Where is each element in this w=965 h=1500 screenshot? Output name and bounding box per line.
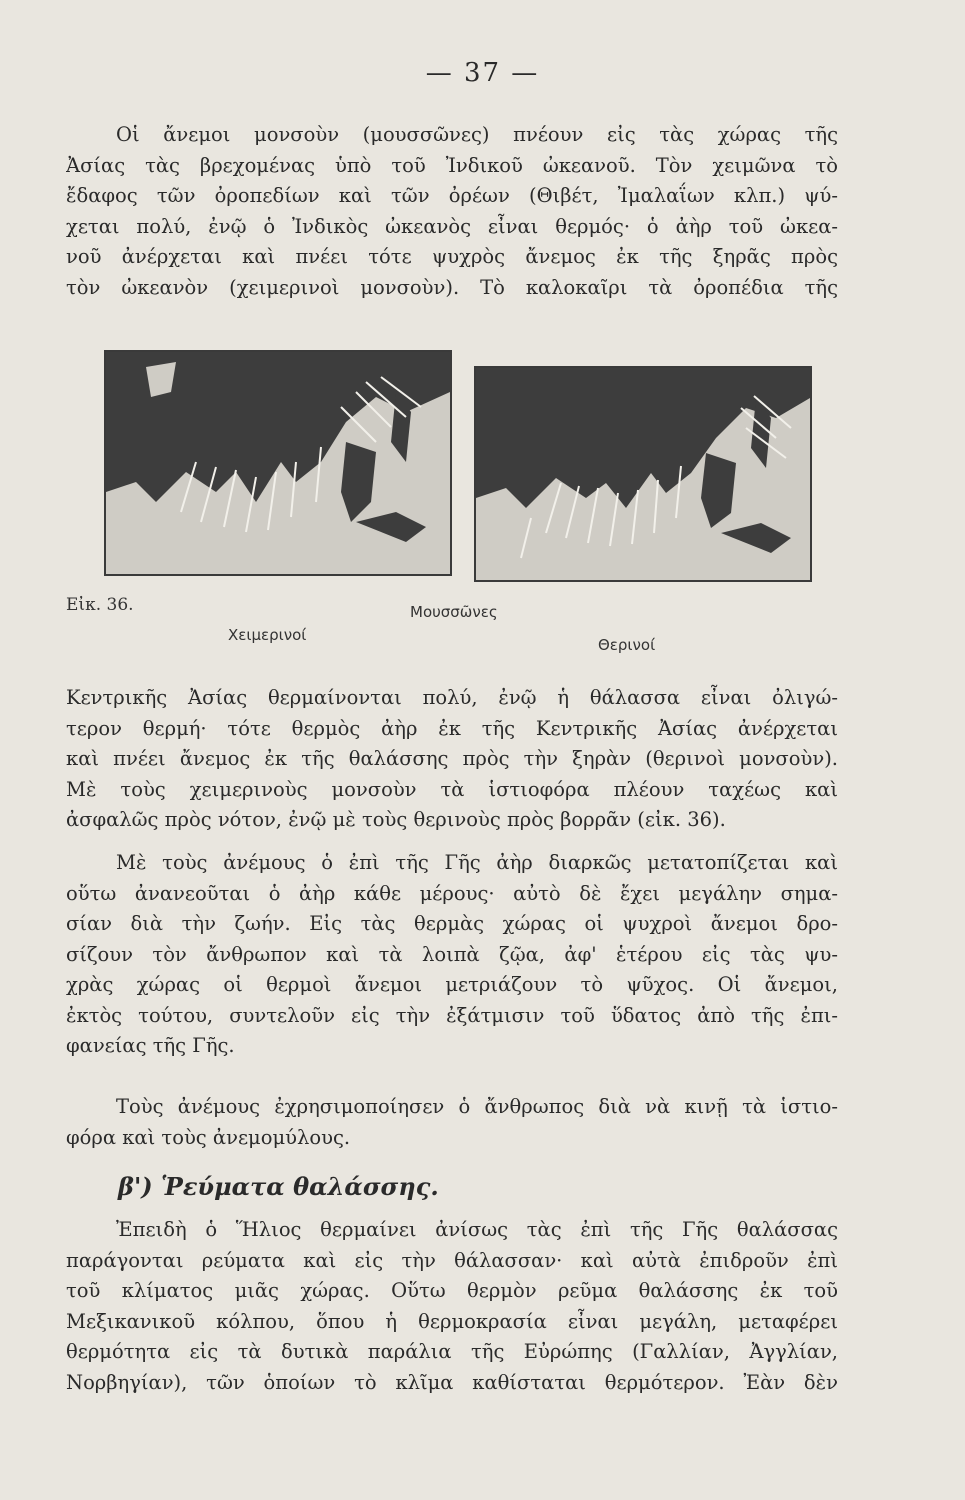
text-line: παράγονται ρεύματα καὶ εἰς τὴν θάλασσαν· καὶ αὐτὰ ἐπιδροῦν ἐπὶ xyxy=(66,1248,838,1272)
paragraph-5 xyxy=(66,1215,838,1398)
text-line: φανείας τῆς Γῆς. xyxy=(66,1034,235,1057)
paragraph-4 xyxy=(66,1092,838,1153)
summer-monsoon-map-drawing xyxy=(476,368,810,580)
text-line: ἔδαφος τῶν ὀροπεδίων καὶ τῶν ὀρέων (Θιβέτ, Ἰμαλαΐων κλπ.) ψύ- xyxy=(66,184,838,207)
figure-number: Εἰκ. 36. xyxy=(66,595,134,615)
text-line: φόρα καὶ τοὺς ἀνεμομύλους. xyxy=(66,1125,351,1149)
text-line: Μὲ τοὺς χειμερινοὺς μονσοὺν τὰ ἱστιοφόρα πλέουν ταχέως καὶ xyxy=(66,777,838,801)
page-number: — 37 — xyxy=(425,58,540,88)
paragraph-2 xyxy=(66,683,838,836)
text-line: Μὲ τοὺς ἀνέμους ὁ ἐπὶ τῆς Γῆς ἀὴρ διαρκῶς μετατοπίζεται καὶ xyxy=(116,851,838,874)
text-line: τοῦ κλίματος μιᾶς χώρας. Οὕτω θερμὸν ρεῦμα θαλάσσης ἐκ τοῦ xyxy=(66,1279,838,1302)
text-line: ἐκτὸς τούτου, συντελοῦν εἰς τὴν ἐξάτμισιν τοῦ ὕδατος ἀπὸ τῆς ἐπι- xyxy=(66,1003,838,1027)
text-line: οὕτω ἀνανεοῦται ὁ ἀὴρ κάθε μέρους· αὐτὸ δὲ ἔχει μεγάλην σημα- xyxy=(66,881,838,905)
text-line: σίαν διὰ τὴν ζωήν. Εἰς τὰς θερμὰς χώρας οἱ ψυχροὶ ἄνεμοι δρο- xyxy=(66,912,838,935)
text-line: Τοὺς ἀνέμους ἐχρησιμοποίησεν ὁ ἄνθρωπος διὰ νὰ κινῇ τὰ ἱστιο- xyxy=(116,1095,838,1118)
winter-monsoon-map xyxy=(104,350,452,576)
text-line: θερμότητα εἰς τὰ δυτικὰ παράλια τῆς Εὐρώπης (Γαλλίαν, Ἀγγλίαν, xyxy=(66,1340,838,1363)
summer-monsoon-map xyxy=(474,366,812,582)
text-line: ἀσφαλῶς πρὸς νότον, ἐνῷ μὲ τοὺς θερινοὺς πρὸς βορρᾶν (εἰκ. 36). xyxy=(66,808,726,831)
figure-left-caption: Χειμερινοί xyxy=(228,626,307,644)
text-line: καὶ πνέει ἄνεμος ἐκ τῆς θαλάσσης πρὸς τὴν ξηρὰν (θερινοὶ μονσοὺν). xyxy=(66,747,838,770)
text-line: χρὰς χώρας οἱ θερμοὶ ἄνεμοι μετριάζουν τὸ ψῦχος. Οἱ ἄνεμοι, xyxy=(66,973,838,996)
text-line: Ἐπειδὴ ὁ Ἥλιος θερμαίνει ἀνίσως τὰς ἐπὶ τῆς Γῆς θαλάσσας xyxy=(116,1218,838,1241)
winter-monsoon-map-drawing xyxy=(106,352,450,574)
text-line: τὸν ὠκεανὸν (χειμερινοὶ μονσοὺν). Τὸ καλοκαῖρι τὰ ὀροπέδια τῆς xyxy=(66,275,838,299)
text-line: Κεντρικῆς Ἀσίας θερμαίνονται πολύ, ἐνῷ ἡ θάλασσα εἶναι ὀλιγώ- xyxy=(66,686,838,709)
figure-title: Μουσσῶνες xyxy=(410,603,498,621)
text-line: Νορβηγίαν), τῶν ὁποίων τὸ κλῖμα καθίσταται θερμότερον. Ἐὰν δὲν xyxy=(66,1370,838,1394)
figure-right-caption: Θερινοί xyxy=(598,636,656,654)
text-line: σίζουν τὸν ἄνθρωπον καὶ τὰ λοιπὰ ζῷα, ἀφ' ἑτέρου εἰς τὰς ψυ- xyxy=(66,942,838,966)
text-line: Ἀσίας τὰς βρεχομένας ὑπὸ τοῦ Ἰνδικοῦ ὠκεανοῦ. Τὸν χειμῶνα τὸ xyxy=(66,153,838,177)
section-heading: β') Ῥεύματα θαλάσσης. xyxy=(118,1172,439,1201)
text-line: τερον θερμή· τότε θερμὸς ἀὴρ ἐκ τῆς Κεντρικῆς Ἀσίας ἀνέρχεται xyxy=(66,716,838,740)
paragraph-1 xyxy=(66,120,838,303)
text-line: χεται πολύ, ἐνῷ ὁ Ἰνδικὸς ὠκεανὸς εἶναι θερμός· ὁ ἀὴρ τοῦ ὠκεα- xyxy=(66,214,838,238)
text-line: Μεξικανικοῦ κόλπου, ὅπου ἡ θερμοκρασία εἶναι μεγάλη, μεταφέρει xyxy=(66,1309,838,1333)
text-line: νοῦ ἀνέρχεται καὶ πνέει τότε ψυχρὸς ἄνεμος ἐκ τῆς ξηρᾶς πρὸς xyxy=(66,245,838,268)
text-line: Οἱ ἄνεμοι μονσοὺν (μουσσῶνες) πνέουν εἰς τὰς χώρας τῆς xyxy=(116,123,838,146)
paragraph-3 xyxy=(66,848,838,1062)
